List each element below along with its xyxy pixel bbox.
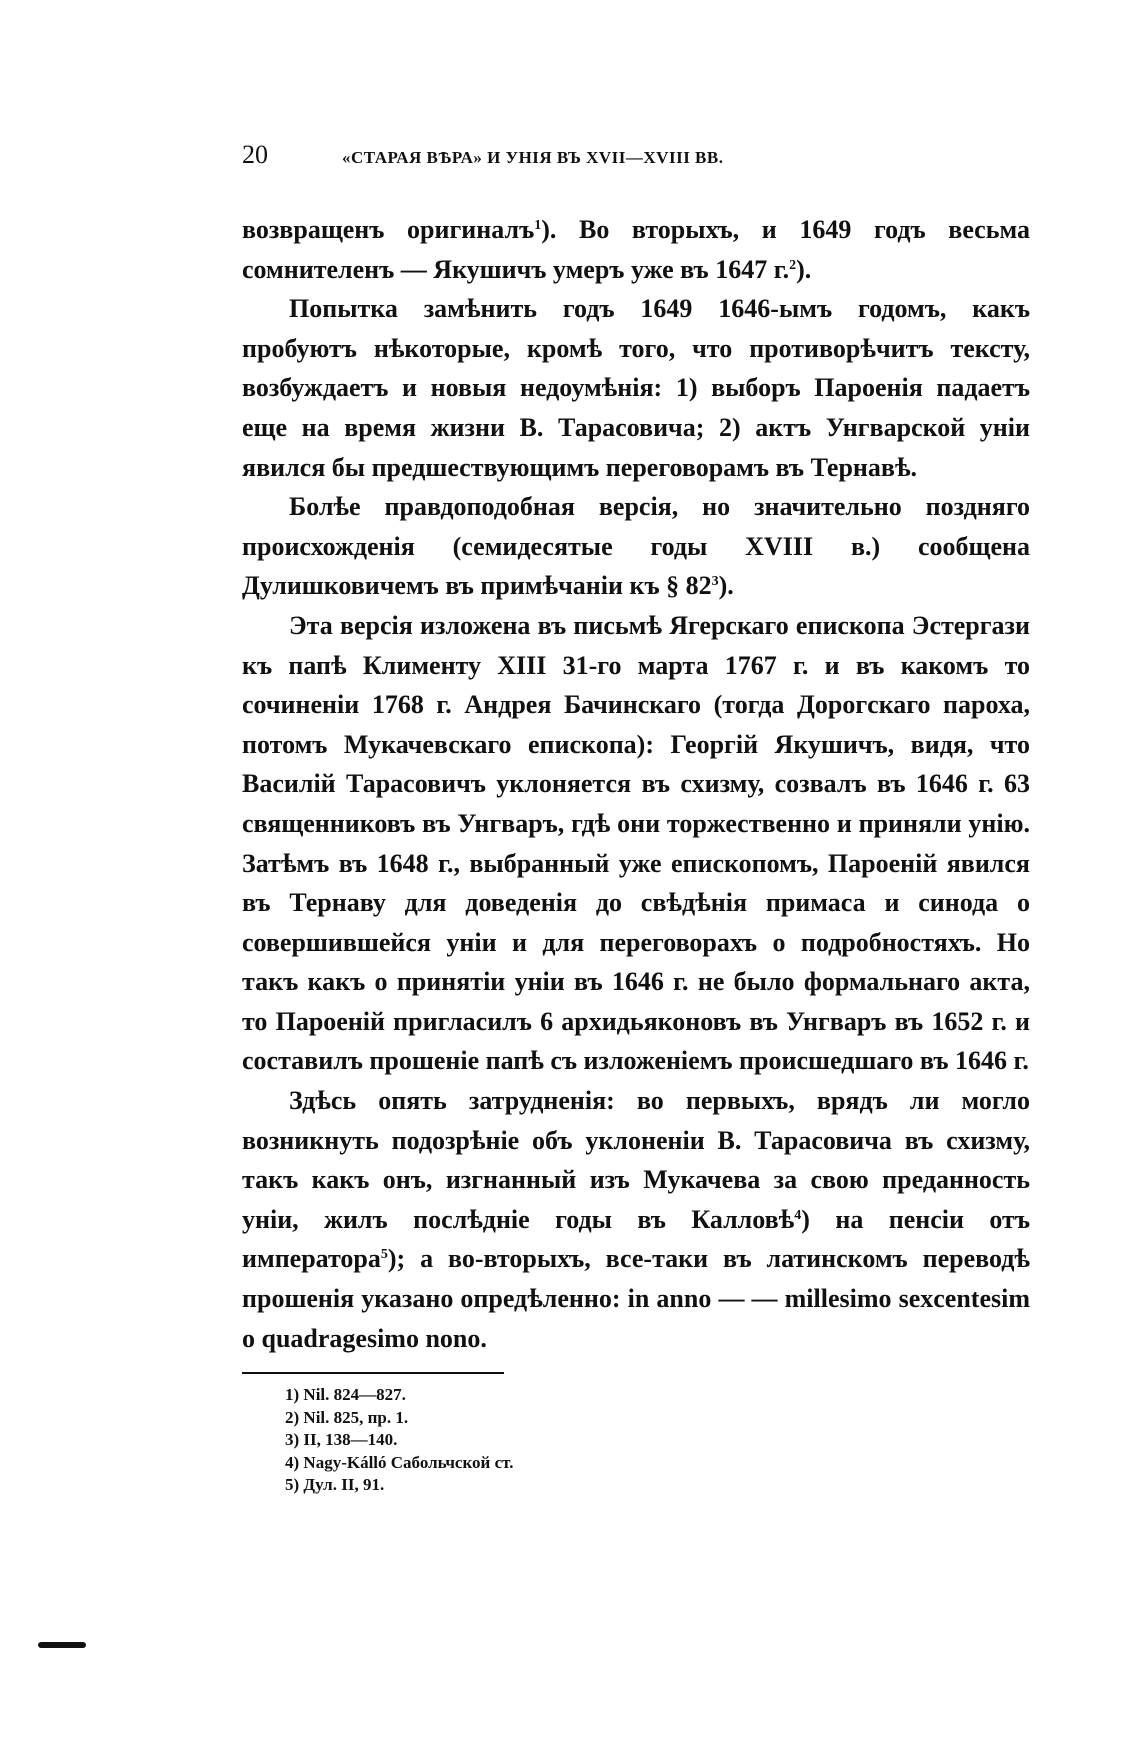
footnote-ref: 4 bbox=[794, 1207, 802, 1223]
footnote-divider bbox=[242, 1372, 504, 1374]
text-run: Эта версія изложена въ письмѣ Ягерскаго епископа Эстергази къ папѣ Клименту XIII 31-го марта 1767 г. и въ какомъ то сочиненіи 1768 г. Андрея Бачинскаго (тогда Дорогскаго пароха, потомъ Мукачевскаго епископа): Георгій Якушичъ, видя, что Василій Тарасовичъ уклоняется въ схизму, созвалъ въ 1646 г. 63 священниковъ въ Унгваръ, гдѣ они торжественно и приняли унію. Затѣмъ въ 1648 г., выбранный уже епископомъ, Пароеній явился въ Тернаву для доведенія до свѣдѣнія примаса и синода о совершившейся уніи и для переговорахъ о подробностяхъ. Но такъ какъ о принятіи уніи въ 1646 г. не было формальнаго акта, то Пароеній пригласилъ 6 архидьяконовъ въ Унгваръ въ 1652 г. и составилъ прошеніе папѣ съ изложеніемъ происшедшаго въ 1646 г. bbox=[242, 610, 1030, 1076]
text-run: Здѣсь опять затрудненія: во первыхъ, врядъ ли могло возникнуть подозрѣніе объ уклоненіи В. Тарасовича въ схизму, такъ какъ онъ, изгнанный изъ Мукачева за свою преданность уніи, жилъ послѣдніе годы въ Калловѣ bbox=[242, 1086, 1030, 1234]
text-run: ). bbox=[718, 571, 734, 601]
text-run: ); а во-вторыхъ, все-таки въ латинскомъ переводѣ прошенія указано опредѣленно: in anno — — millesimo sexcentesim o quadragesimo nono. bbox=[242, 1244, 1030, 1353]
page-number: 20 bbox=[242, 140, 268, 169]
paragraph-continuation bbox=[242, 210, 1030, 289]
footnote: 5) Дул. II, 91. bbox=[285, 1475, 385, 1495]
footnote-ref: 2 bbox=[789, 257, 797, 273]
footnote-ref: 3 bbox=[711, 574, 719, 590]
paragraph bbox=[242, 1081, 1030, 1358]
text-run: Болѣе правдоподобная версія, но значительно поздняго происхожденія (семидесятые годы XVIII в.) сообщена Дулишковичемъ въ примѣчаніи къ § 82 bbox=[242, 492, 1030, 601]
footnote-ref: 1 bbox=[534, 218, 542, 233]
footnotes bbox=[242, 1384, 1030, 1497]
page-header bbox=[242, 140, 1030, 180]
running-title: «СТАРАЯ ВѢРА» И УНІЯ ВЪ XVII—XVIII ВВ. bbox=[342, 148, 724, 167]
body-text bbox=[242, 210, 1030, 1358]
paragraph bbox=[242, 487, 1030, 606]
text-run: ). Во вторыхъ, и 1649 годъ весьма сомнителенъ — Якушичъ умеръ уже въ 1647 г. bbox=[242, 215, 1031, 284]
footnote: 4) Nagy-Kálló Сабольчской ст. bbox=[285, 1452, 514, 1472]
text-run: Попытка замѣнить годъ 1649 1646-ымъ годомъ, какъ пробуютъ нѣкоторые, кромѣ того, что противорѣчитъ тексту, возбуждаетъ и новыя недоумѣнія: 1) выборъ Пароенія падаетъ еще на время жизни В. Тарасовича; 2) актъ Унгварской уніи явился бы предшествующимъ переговорамъ въ Тернавѣ. bbox=[242, 294, 1030, 482]
document-page bbox=[242, 140, 1030, 1497]
scan-artifact-mark bbox=[38, 1642, 86, 1648]
text-run: возвращенъ оригиналъ bbox=[242, 215, 535, 244]
text-run: ) на пенсіи отъ императора bbox=[242, 1204, 1030, 1274]
footnote: 3) II, 138—140. bbox=[285, 1430, 398, 1450]
paragraph bbox=[242, 289, 1030, 487]
footnote: 1) Nil. 824—827. bbox=[285, 1385, 406, 1405]
paragraph bbox=[242, 606, 1030, 1081]
footnote-ref: 5 bbox=[380, 1247, 388, 1263]
footnote: 2) Nil. 825, пр. 1. bbox=[285, 1407, 409, 1427]
text-run: ). bbox=[796, 254, 812, 284]
